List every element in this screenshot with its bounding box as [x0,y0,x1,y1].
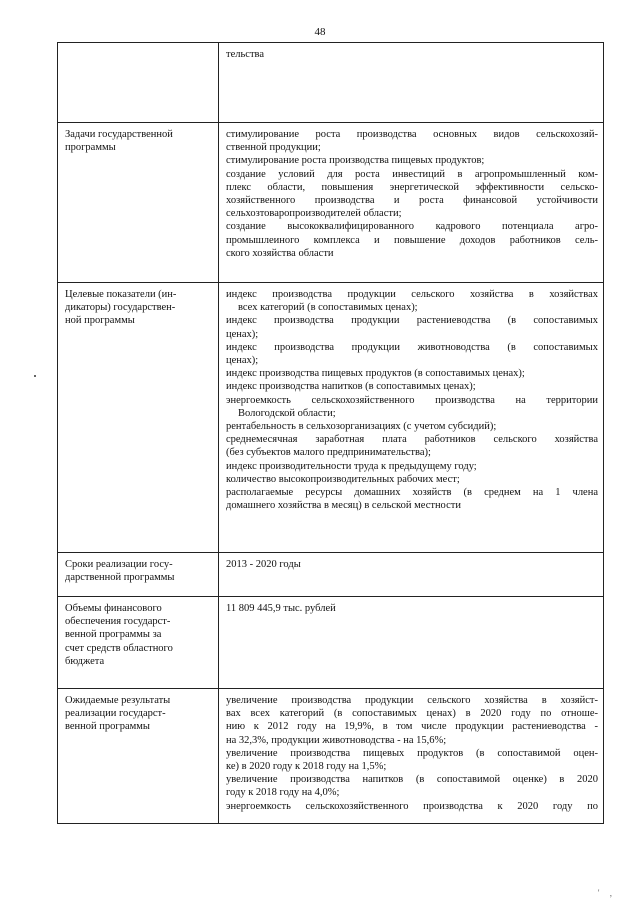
program-passport-table [57,42,604,824]
content-line: ценах); [226,328,259,340]
scan-speck [34,375,36,377]
row-label-cell [58,553,219,597]
content-line: вах всех категорий (в сопоставимых ценах) в 2020 году по отноше- [226,708,598,720]
row-continuation [58,43,604,123]
row-content-cell [219,123,604,283]
content-line: 11 809 445,9 тыс. рублей [226,603,336,614]
row-content-cell [219,553,604,597]
row-financing [58,597,604,689]
row-content-cell [219,597,604,689]
content-line: индекс производительности труда к предыдущему году; [226,460,477,472]
content-line: хозяйственного производства и роста финансовой устойчивости [226,195,598,207]
content-line: индекс производства продукции животноводства (в сопоставимых [226,341,598,353]
content-line: среднемесячная заработная плата работников сельского хозяйства [226,434,598,446]
label-line: бюджета [65,655,105,667]
row-label-cell [58,689,219,824]
content-line: нию к 2012 году на 19,9%, в том числе продукции растениеводства - [226,721,598,733]
content-line: индекс производства продукции сельского хозяйства в хозяйствах [226,289,598,300]
content-line: всех категорий (в сопоставимых ценах); [238,302,418,314]
label-line: венной программы [65,721,150,733]
label-line: Задачи государственной [65,129,173,140]
row-target-indicators [58,283,604,553]
label-line: счет средств областного [65,642,173,654]
content-line: ке) в 2020 году к 2018 году на 1,5%; [226,761,387,773]
content-line: индекс производства пищевых продуктов (в сопоставимых ценах); [226,368,525,380]
label-line: программы [65,142,116,154]
label-line: ной программы [65,315,135,327]
content-line: увеличение производства продукции сельского хозяйства в хозяйст- [226,695,598,706]
row-content-cell [219,689,604,824]
row-label-cell [58,123,219,283]
page-number: 48 [314,26,326,38]
row-expected-results [58,689,604,824]
content-line: увеличение производства напитков (в сопоставимой оценке) в 2020 [226,774,598,786]
content-line: создание высококвалифицированного кадрового потенциала агро- [226,221,598,233]
row-label-cell [58,283,219,553]
label-line: Сроки реализации госу- [65,559,173,570]
row-content-cell [219,283,604,553]
content-line: промышлеиного комплекса и повышение доходов работников сель- [226,234,598,246]
content-line: индекс производства продукции растениеводства (в сопоставимых [226,315,598,327]
content-line: тельства [226,49,265,60]
content-line: индекс производства напитков (в сопоставимых ценах); [226,381,476,393]
content-line: энергоемкость сельскохозяйственного производства к 2020 году по [226,800,598,812]
row-tasks [58,123,604,283]
corner-mark: ' , [597,888,616,898]
content-line: Вологодской области; [238,407,336,419]
content-line: энергоемкость сельскохозяйственного производства на территории [226,394,598,406]
content-line: располагаемые ресурсы домашних хозяйств (в среднем на 1 члена [226,487,598,499]
label-line: Целевые показатели (ин- [65,289,177,300]
label-line: обеспечения государст- [65,616,171,628]
content-line: увеличение производства пищевых продуктов (в сопоставимой оцен- [226,747,598,759]
content-line: ственной продукции; [226,142,321,154]
content-line: стимулирование роста производства пищевых продуктов; [226,155,485,167]
label-line: венной программы за [65,629,162,641]
content-line: количество высокопроизводительных рабочих мест; [226,473,460,485]
content-line: сельхозтоваропроизводителей области; [226,208,402,220]
label-line: реализации государст- [65,708,166,720]
label-line: Ожидаемые результаты [65,695,171,706]
label-line: дикаторы) государствен- [65,302,176,314]
content-line: плекс области, повышения энергетической эффективности сельско- [226,181,598,193]
content-line: на 32,3%, продукции животноводства - на 15,6%; [226,734,447,746]
content-line: ского хозяйства области [226,247,334,259]
content-line: году к 2018 году на 4,0%; [226,787,340,799]
label-line: Объемы финансового [65,603,162,614]
content-line: стимулирование роста производства основных видов сельскохозяй- [226,129,598,140]
label-line: дарственной программы [65,572,175,584]
content-line: ценах); [226,355,259,367]
content-line: рентабельность в сельхозорганизациях (с учетом субсидий); [226,421,497,433]
row-label-cell [58,597,219,689]
content-line: (без субъектов малого предпринимательства); [226,447,431,459]
content-line: создание условий для роста инвестиций в агропромышленный ком- [226,168,598,180]
content-line: домашнего хозяйства в месяц) в сельской местности [226,500,461,512]
row-content-cell [219,43,604,123]
content-line: 2013 - 2020 годы [226,559,301,570]
row-label-cell [58,43,219,123]
row-timeline [58,553,604,597]
